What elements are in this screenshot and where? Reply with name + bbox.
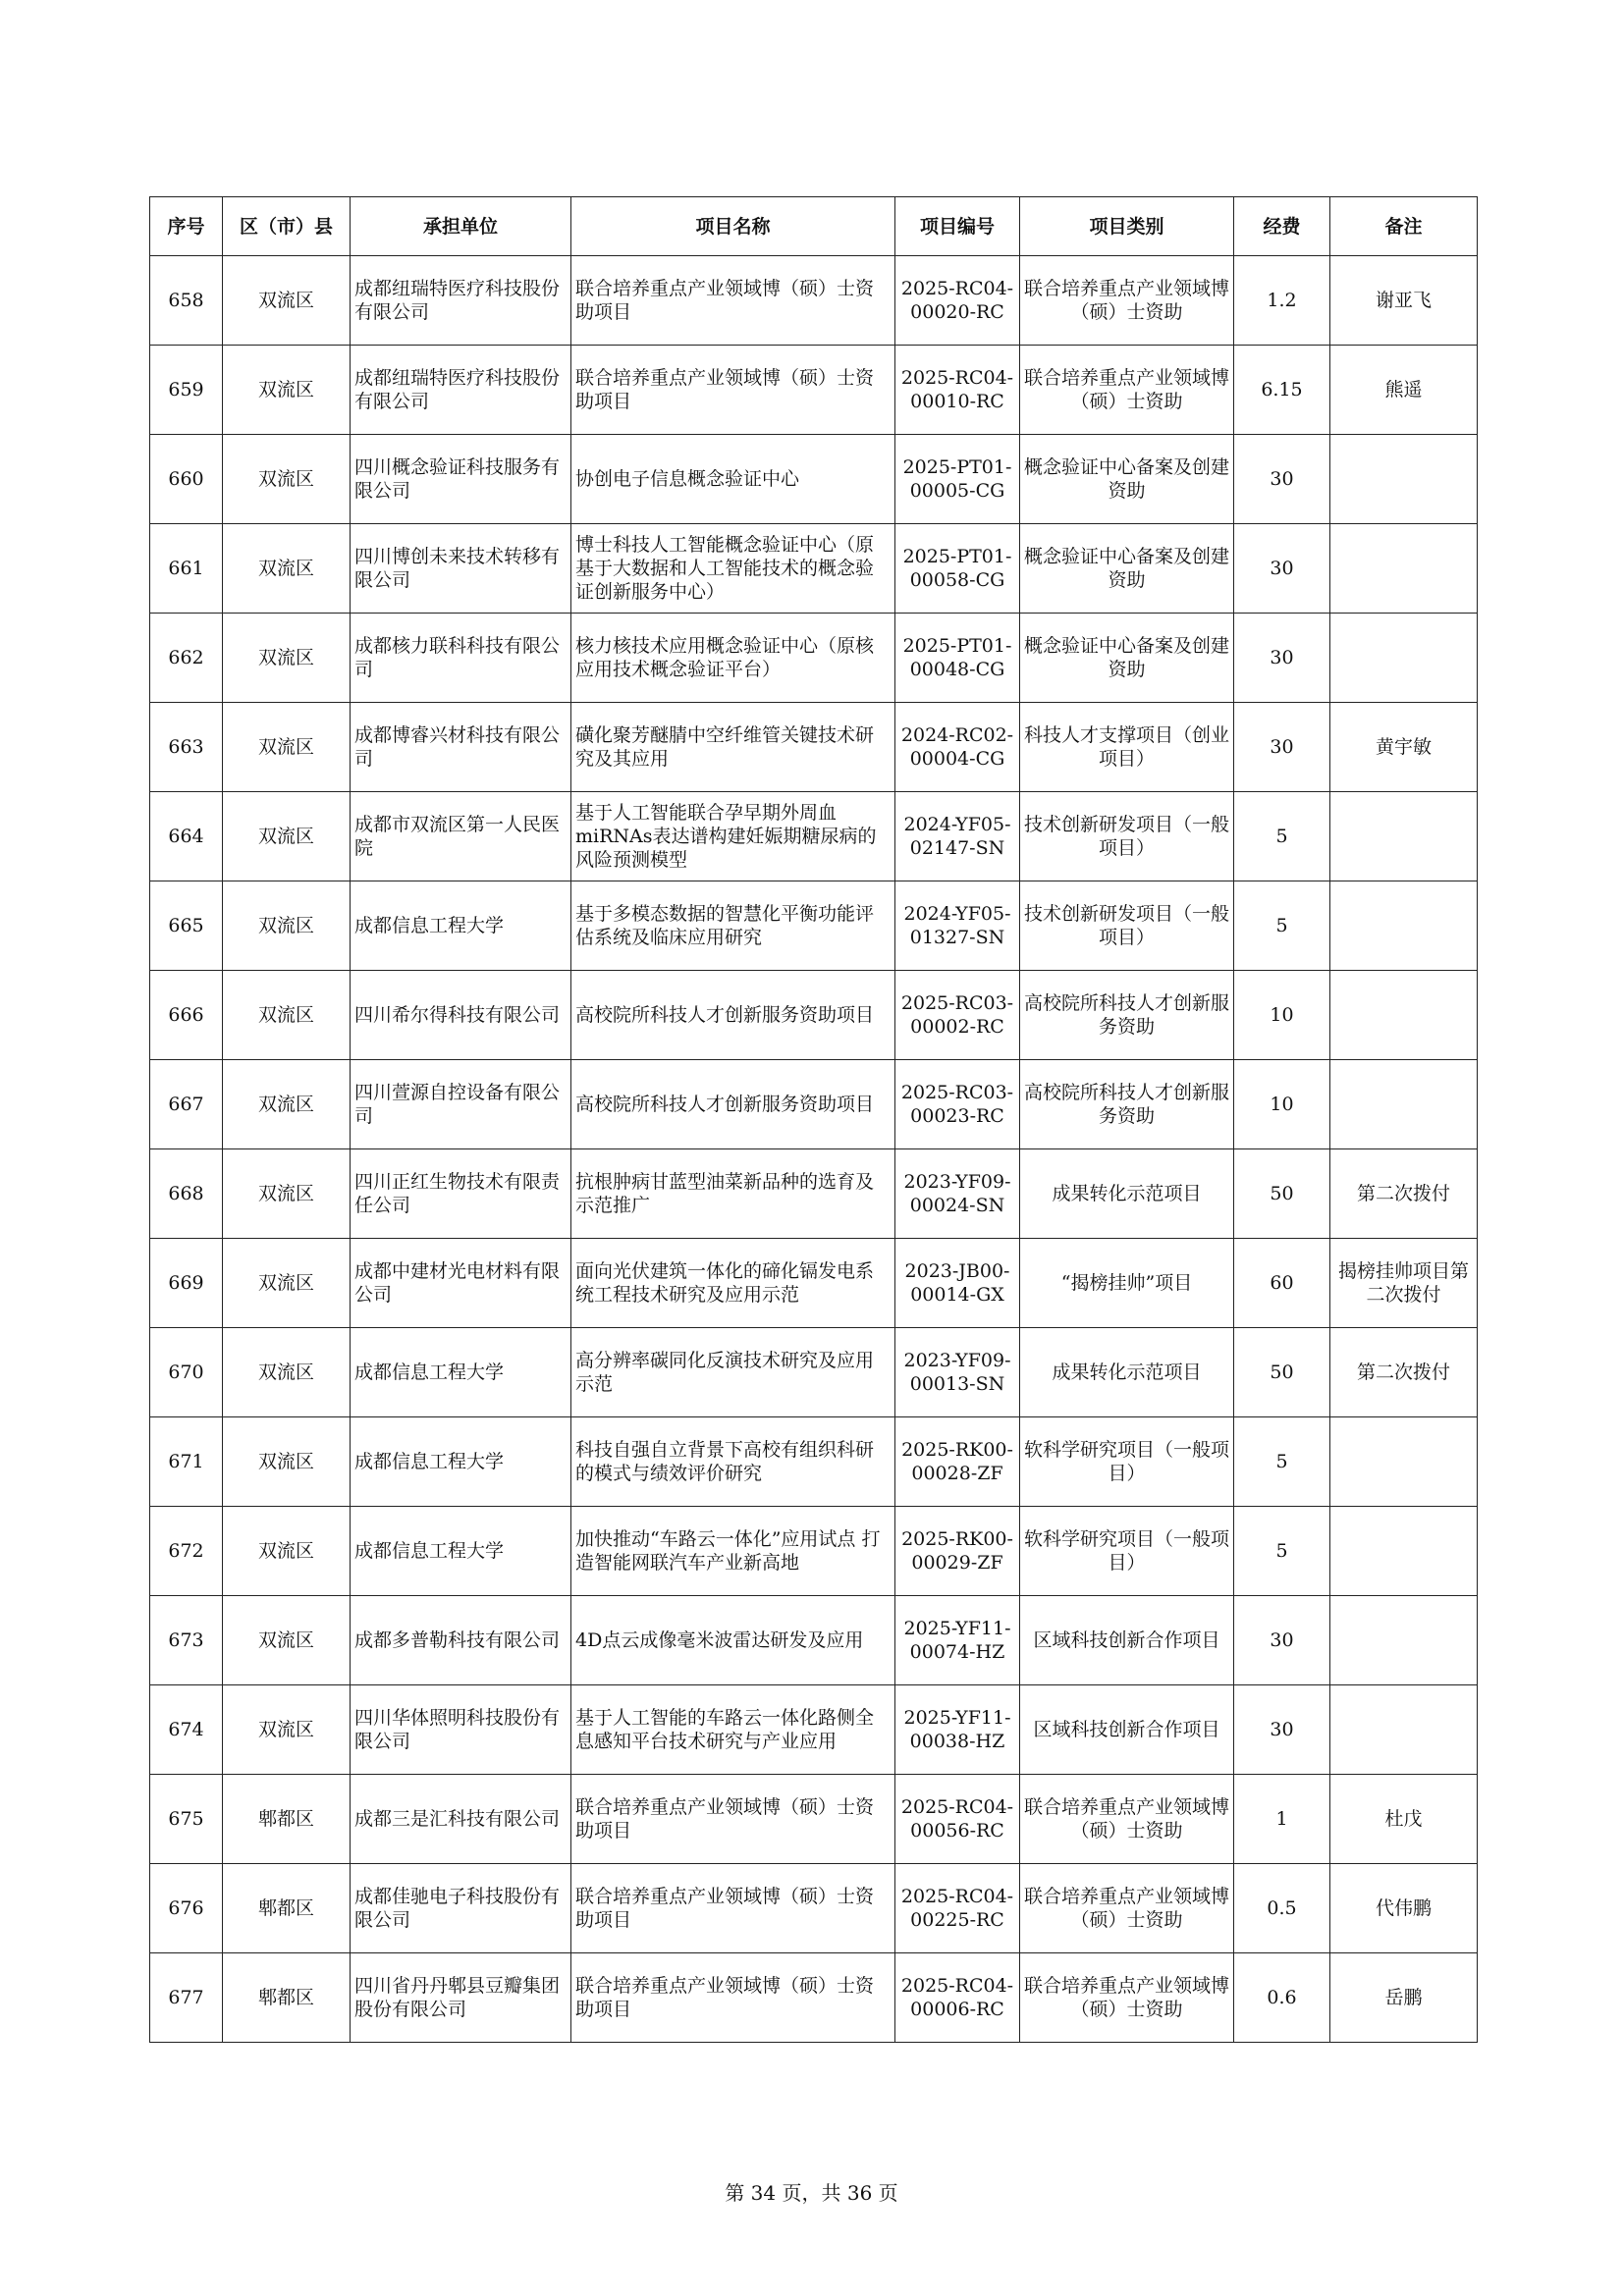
project-code-cell: 2025-YF11-00038-HZ [895, 1685, 1020, 1775]
project-category-cell: 科技人才支撑项目（创业项目） [1020, 703, 1234, 792]
district-cell: 双流区 [223, 792, 351, 881]
table-row [150, 703, 1478, 792]
funding-cell: 5 [1234, 1417, 1330, 1507]
project-name-cell: 抗根肿病甘蓝型油菜新品种的选育及示范推广 [571, 1149, 895, 1239]
row-number-cell: 670 [150, 1328, 223, 1417]
district-cell: 双流区 [223, 256, 351, 346]
project-category-cell: 技术创新研发项目（一般项目） [1020, 881, 1234, 971]
project-name-cell: 联合培养重点产业领域博（硕）士资助项目 [571, 1864, 895, 1953]
project-name-cell: 高校院所科技人才创新服务资助项目 [571, 1060, 895, 1149]
project-code-cell: 2023-YF09-00024-SN [895, 1149, 1020, 1239]
column-header: 序号 [150, 197, 223, 256]
table-row [150, 881, 1478, 971]
project-name-cell: 4D点云成像毫米波雷达研发及应用 [571, 1596, 895, 1685]
project-code-cell: 2025-RC04-00010-RC [895, 346, 1020, 435]
funding-cell: 6.15 [1234, 346, 1330, 435]
project-code-cell: 2023-YF09-00013-SN [895, 1328, 1020, 1417]
project-name-cell: 科技自强自立背景下高校有组织科研的模式与绩效评价研究 [571, 1417, 895, 1507]
row-number-cell: 667 [150, 1060, 223, 1149]
table-row [150, 1239, 1478, 1328]
row-number-cell: 658 [150, 256, 223, 346]
row-number-cell: 675 [150, 1775, 223, 1864]
table-row [150, 1596, 1478, 1685]
project-name-cell: 高校院所科技人才创新服务资助项目 [571, 971, 895, 1060]
funding-cell: 0.6 [1234, 1953, 1330, 2043]
organization-cell: 成都信息工程大学 [351, 1507, 571, 1596]
project-category-cell: 概念验证中心备案及创建资助 [1020, 435, 1234, 524]
project-category-cell: 高校院所科技人才创新服务资助 [1020, 1060, 1234, 1149]
district-cell: 郫都区 [223, 1953, 351, 2043]
project-code-cell: 2025-YF11-00074-HZ [895, 1596, 1020, 1685]
table-row [150, 1685, 1478, 1775]
project-category-cell: 区域科技创新合作项目 [1020, 1685, 1234, 1775]
row-number-cell: 660 [150, 435, 223, 524]
funding-cell: 5 [1234, 792, 1330, 881]
project-code-cell: 2025-PT01-00048-CG [895, 614, 1020, 703]
row-number-cell: 668 [150, 1149, 223, 1239]
remark-cell: 第二次拨付 [1330, 1328, 1478, 1417]
district-cell: 双流区 [223, 435, 351, 524]
organization-cell: 四川省丹丹郫县豆瓣集团股份有限公司 [351, 1953, 571, 2043]
district-cell: 双流区 [223, 971, 351, 1060]
column-header: 项目编号 [895, 197, 1020, 256]
project-code-cell: 2025-PT01-00058-CG [895, 524, 1020, 614]
project-category-cell: 联合培养重点产业领域博（硕）士资助 [1020, 1775, 1234, 1864]
project-code-cell: 2024-YF05-02147-SN [895, 792, 1020, 881]
district-cell: 双流区 [223, 1239, 351, 1328]
funding-cell: 5 [1234, 881, 1330, 971]
district-cell: 双流区 [223, 1596, 351, 1685]
district-cell: 双流区 [223, 703, 351, 792]
project-category-cell: 高校院所科技人才创新服务资助 [1020, 971, 1234, 1060]
district-cell: 双流区 [223, 1417, 351, 1507]
project-name-cell: 基于多模态数据的智慧化平衡功能评估系统及临床应用研究 [571, 881, 895, 971]
funding-cell: 30 [1234, 435, 1330, 524]
project-name-cell: 联合培养重点产业领域博（硕）士资助项目 [571, 346, 895, 435]
funding-cell: 50 [1234, 1328, 1330, 1417]
row-number-cell: 665 [150, 881, 223, 971]
table-row [150, 256, 1478, 346]
column-header: 经费 [1234, 197, 1330, 256]
project-category-cell: 概念验证中心备案及创建资助 [1020, 614, 1234, 703]
project-category-cell: 区域科技创新合作项目 [1020, 1596, 1234, 1685]
project-name-cell: 基于人工智能的车路云一体化路侧全息感知平台技术研究与产业应用 [571, 1685, 895, 1775]
project-code-cell: 2025-RC04-00225-RC [895, 1864, 1020, 1953]
organization-cell: 成都三是汇科技有限公司 [351, 1775, 571, 1864]
funding-cell: 60 [1234, 1239, 1330, 1328]
remark-cell [1330, 524, 1478, 614]
organization-cell: 四川博创未来技术转移有限公司 [351, 524, 571, 614]
table-row [150, 1328, 1478, 1417]
funding-cell: 30 [1234, 1685, 1330, 1775]
project-code-cell: 2025-PT01-00005-CG [895, 435, 1020, 524]
table-row [150, 1864, 1478, 1953]
district-cell: 双流区 [223, 1507, 351, 1596]
project-category-cell: 技术创新研发项目（一般项目） [1020, 792, 1234, 881]
remark-cell: 杜戊 [1330, 1775, 1478, 1864]
remark-cell: 黄宇敏 [1330, 703, 1478, 792]
page-footer: 第 34 页，共 36 页 [725, 2181, 898, 2205]
organization-cell: 成都信息工程大学 [351, 1328, 571, 1417]
district-cell: 双流区 [223, 614, 351, 703]
remark-cell: 熊遥 [1330, 346, 1478, 435]
table-row [150, 1953, 1478, 2043]
funding-cell: 1.2 [1234, 256, 1330, 346]
funding-cell: 5 [1234, 1507, 1330, 1596]
project-code-cell: 2025-RC04-00006-RC [895, 1953, 1020, 2043]
project-code-cell: 2025-RC03-00002-RC [895, 971, 1020, 1060]
project-category-cell: “揭榜挂帅”项目 [1020, 1239, 1234, 1328]
project-code-cell: 2025-RK00-00028-ZF [895, 1417, 1020, 1507]
remark-cell [1330, 1417, 1478, 1507]
organization-cell: 成都信息工程大学 [351, 1417, 571, 1507]
remark-cell: 岳鹏 [1330, 1953, 1478, 2043]
project-name-cell: 面向光伏建筑一体化的碲化镉发电系统工程技术研究及应用示范 [571, 1239, 895, 1328]
table-row [150, 614, 1478, 703]
table-row [150, 792, 1478, 881]
project-name-cell: 核力核技术应用概念验证中心（原核应用技术概念验证平台） [571, 614, 895, 703]
row-number-cell: 674 [150, 1685, 223, 1775]
project-name-cell: 协创电子信息概念验证中心 [571, 435, 895, 524]
remark-cell [1330, 1507, 1478, 1596]
project-name-cell: 联合培养重点产业领域博（硕）士资助项目 [571, 1953, 895, 2043]
organization-cell: 四川希尔得科技有限公司 [351, 971, 571, 1060]
remark-cell: 代伟鹏 [1330, 1864, 1478, 1953]
column-header: 项目名称 [571, 197, 895, 256]
remark-cell [1330, 971, 1478, 1060]
funding-cell: 10 [1234, 971, 1330, 1060]
project-category-cell: 联合培养重点产业领域博（硕）士资助 [1020, 346, 1234, 435]
row-number-cell: 671 [150, 1417, 223, 1507]
remark-cell: 谢亚飞 [1330, 256, 1478, 346]
row-number-cell: 666 [150, 971, 223, 1060]
funding-cell: 0.5 [1234, 1864, 1330, 1953]
organization-cell: 成都多普勒科技有限公司 [351, 1596, 571, 1685]
row-number-cell: 672 [150, 1507, 223, 1596]
organization-cell: 四川正红生物技术有限责任公司 [351, 1149, 571, 1239]
remark-cell [1330, 435, 1478, 524]
project-code-cell: 2023-JB00-00014-GX [895, 1239, 1020, 1328]
project-name-cell: 高分辨率碳同化反演技术研究及应用示范 [571, 1328, 895, 1417]
organization-cell: 成都纽瑞特医疗科技股份有限公司 [351, 256, 571, 346]
header-row [150, 197, 1478, 256]
funding-table [149, 196, 1478, 2043]
project-name-cell: 磺化聚芳醚腈中空纤维管关键技术研究及其应用 [571, 703, 895, 792]
organization-cell: 成都核力联科科技有限公司 [351, 614, 571, 703]
district-cell: 双流区 [223, 1685, 351, 1775]
funding-cell: 30 [1234, 703, 1330, 792]
project-category-cell: 概念验证中心备案及创建资助 [1020, 524, 1234, 614]
project-name-cell: 基于人工智能联合孕早期外周血miRNAs表达谱构建妊娠期糖尿病的风险预测模型 [571, 792, 895, 881]
district-cell: 双流区 [223, 1060, 351, 1149]
project-code-cell: 2024-YF05-01327-SN [895, 881, 1020, 971]
funding-cell: 50 [1234, 1149, 1330, 1239]
project-category-cell: 联合培养重点产业领域博（硕）士资助 [1020, 256, 1234, 346]
row-number-cell: 662 [150, 614, 223, 703]
project-name-cell: 加快推动“车路云一体化”应用试点 打造智能网联汽车产业新高地 [571, 1507, 895, 1596]
table-row [150, 1149, 1478, 1239]
column-header: 项目类别 [1020, 197, 1234, 256]
row-number-cell: 663 [150, 703, 223, 792]
row-number-cell: 677 [150, 1953, 223, 2043]
funding-cell: 30 [1234, 1596, 1330, 1685]
organization-cell: 四川萱源自控设备有限公司 [351, 1060, 571, 1149]
row-number-cell: 673 [150, 1596, 223, 1685]
project-category-cell: 联合培养重点产业领域博（硕）士资助 [1020, 1864, 1234, 1953]
project-category-cell: 联合培养重点产业领域博（硕）士资助 [1020, 1953, 1234, 2043]
table-row [150, 1417, 1478, 1507]
remark-cell [1330, 614, 1478, 703]
district-cell: 双流区 [223, 1328, 351, 1417]
project-code-cell: 2025-RC04-00056-RC [895, 1775, 1020, 1864]
table-row [150, 1060, 1478, 1149]
organization-cell: 成都佳驰电子科技股份有限公司 [351, 1864, 571, 1953]
remark-cell: 第二次拨付 [1330, 1149, 1478, 1239]
row-number-cell: 659 [150, 346, 223, 435]
project-name-cell: 博士科技人工智能概念验证中心（原基于大数据和人工智能技术的概念验证创新服务中心） [571, 524, 895, 614]
organization-cell: 成都博睿兴材科技有限公司 [351, 703, 571, 792]
column-header: 承担单位 [351, 197, 571, 256]
table-row [150, 1507, 1478, 1596]
table-row [150, 1775, 1478, 1864]
remark-cell [1330, 881, 1478, 971]
project-category-cell: 软科学研究项目（一般项目） [1020, 1507, 1234, 1596]
remark-cell: 揭榜挂帅项目第二次拨付 [1330, 1239, 1478, 1328]
column-header: 备注 [1330, 197, 1478, 256]
organization-cell: 成都中建材光电材料有限公司 [351, 1239, 571, 1328]
district-cell: 双流区 [223, 524, 351, 614]
project-category-cell: 成果转化示范项目 [1020, 1328, 1234, 1417]
row-number-cell: 661 [150, 524, 223, 614]
district-cell: 双流区 [223, 1149, 351, 1239]
column-header: 区（市）县 [223, 197, 351, 256]
table-body [150, 256, 1478, 2043]
remark-cell [1330, 792, 1478, 881]
funding-cell: 30 [1234, 614, 1330, 703]
row-number-cell: 664 [150, 792, 223, 881]
table-row [150, 524, 1478, 614]
project-category-cell: 软科学研究项目（一般项目） [1020, 1417, 1234, 1507]
project-code-cell: 2025-RK00-00029-ZF [895, 1507, 1020, 1596]
organization-cell: 成都市双流区第一人民医院 [351, 792, 571, 881]
remark-cell [1330, 1060, 1478, 1149]
table-row [150, 346, 1478, 435]
project-category-cell: 成果转化示范项目 [1020, 1149, 1234, 1239]
row-number-cell: 676 [150, 1864, 223, 1953]
district-cell: 郫都区 [223, 1775, 351, 1864]
organization-cell: 成都信息工程大学 [351, 881, 571, 971]
funding-cell: 1 [1234, 1775, 1330, 1864]
project-code-cell: 2025-RC04-00020-RC [895, 256, 1020, 346]
table-row [150, 971, 1478, 1060]
project-code-cell: 2025-RC03-00023-RC [895, 1060, 1020, 1149]
project-name-cell: 联合培养重点产业领域博（硕）士资助项目 [571, 256, 895, 346]
district-cell: 郫都区 [223, 1864, 351, 1953]
table-row [150, 435, 1478, 524]
district-cell: 双流区 [223, 881, 351, 971]
organization-cell: 四川概念验证科技服务有限公司 [351, 435, 571, 524]
organization-cell: 成都纽瑞特医疗科技股份有限公司 [351, 346, 571, 435]
funding-cell: 10 [1234, 1060, 1330, 1149]
project-name-cell: 联合培养重点产业领域博（硕）士资助项目 [571, 1775, 895, 1864]
remark-cell [1330, 1685, 1478, 1775]
organization-cell: 四川华体照明科技股份有限公司 [351, 1685, 571, 1775]
district-cell: 双流区 [223, 346, 351, 435]
funding-cell: 30 [1234, 524, 1330, 614]
remark-cell [1330, 1596, 1478, 1685]
row-number-cell: 669 [150, 1239, 223, 1328]
project-code-cell: 2024-RC02-00004-CG [895, 703, 1020, 792]
